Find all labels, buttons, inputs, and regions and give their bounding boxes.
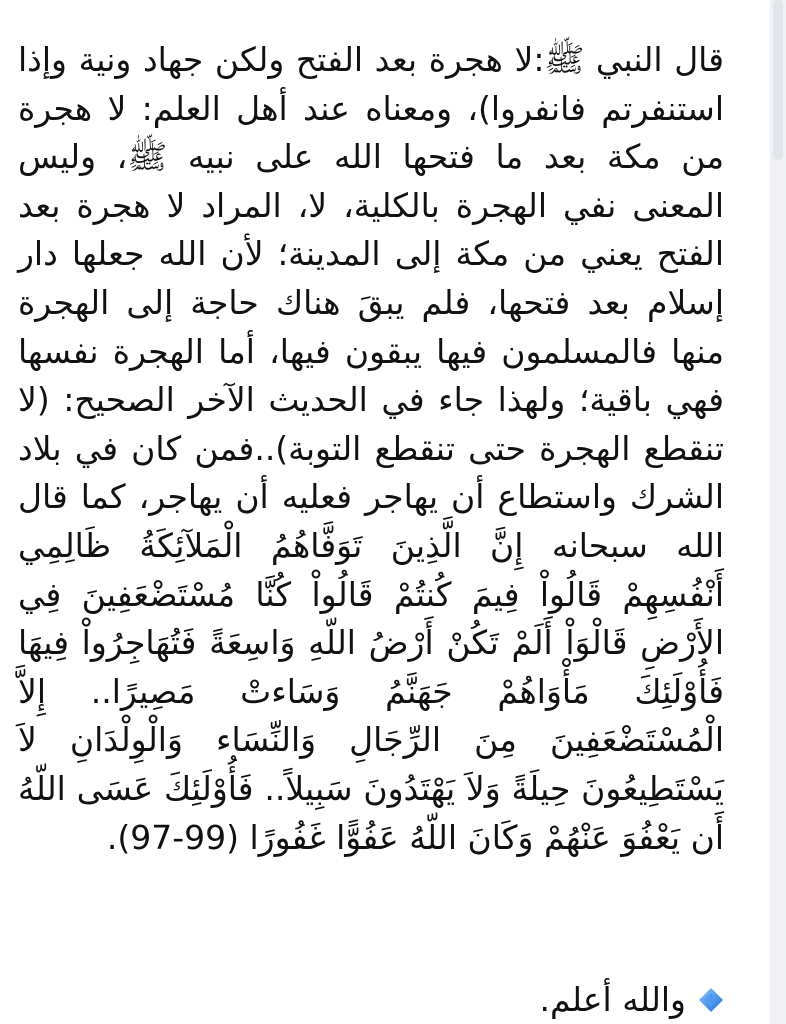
blue-diamond-icon [698, 987, 724, 1013]
closing-line [539, 976, 724, 1024]
message-text [18, 36, 724, 862]
scrollbar-track[interactable] [770, 0, 786, 1024]
message-paragraph: قال النبي ﷺ:لا هجرة بعد الفتح ولكن جهاد ونية وإذا استنفرتم فانفروا)، ومعناه عند أهل العلم: لا هجرة من مكة بعد ما فتحها الله على نبيه ﷺ، وليس المعنى نفي الهجرة بالكلية، لا، المراد لا هجرة بعد الفتح يعني من مكة إلى المدينة؛ لأن الله جعلها دار إسلام بعد فتحها، فلم يبقَ هناك حاجة إلى الهجرة منها فالمسلمون فيها يبقون فيها، أما الهجرة نفسها فهي باقية؛ ولهذا جاء في الحديث الآخر الصحيح: (لا تنقطع الهجرة حتى تنقطع التوبة)..فمن كان في بلاد الشرك واستطاع أن يهاجر فعليه أن يهاجر، كما قال الله سبحانه إِنَّ الَّذِينَ تَوَفَّاهُمُ الْمَلآئِكَةُ ظَالِمِي أَنْفُسِهِمْ قَالُواْ فِيمَ كُنتُمْ قَالُواْ كُنَّا مُسْتَضْعَفِينَ فِي الأَرْضِ قَالْوَاْ أَلَمْ تَكُنْ أَرْضُ اللّهِ وَاسِعَةً فَتُهَاجِرُواْ فِيهَا فَأُوْلَئِكَ مَأْوَاهُمْ جَهَنَّمُ وَسَاءتْ مَصِيرًا.. إِلاَّ الْمُسْتَضْعَفِينَ مِنَ الرِّجَالِ وَالنِّسَاء وَالْوِلْدَانِ لاَ يَسْتَطِيعُونَ حِيلَةً وَلاَ يَهْتَدُونَ سَبِيلاً.. فَأُوْلَئِكَ عَسَى اللّهُ أَن يَعْفُوَ عَنْهُمْ وَكَانَ اللّهُ عَفُوًّا غَفُورًا (99-97). [18, 40, 724, 857]
closing-text: والله أعلم. [539, 980, 686, 1019]
scrollbar-thumb[interactable] [773, 0, 783, 160]
